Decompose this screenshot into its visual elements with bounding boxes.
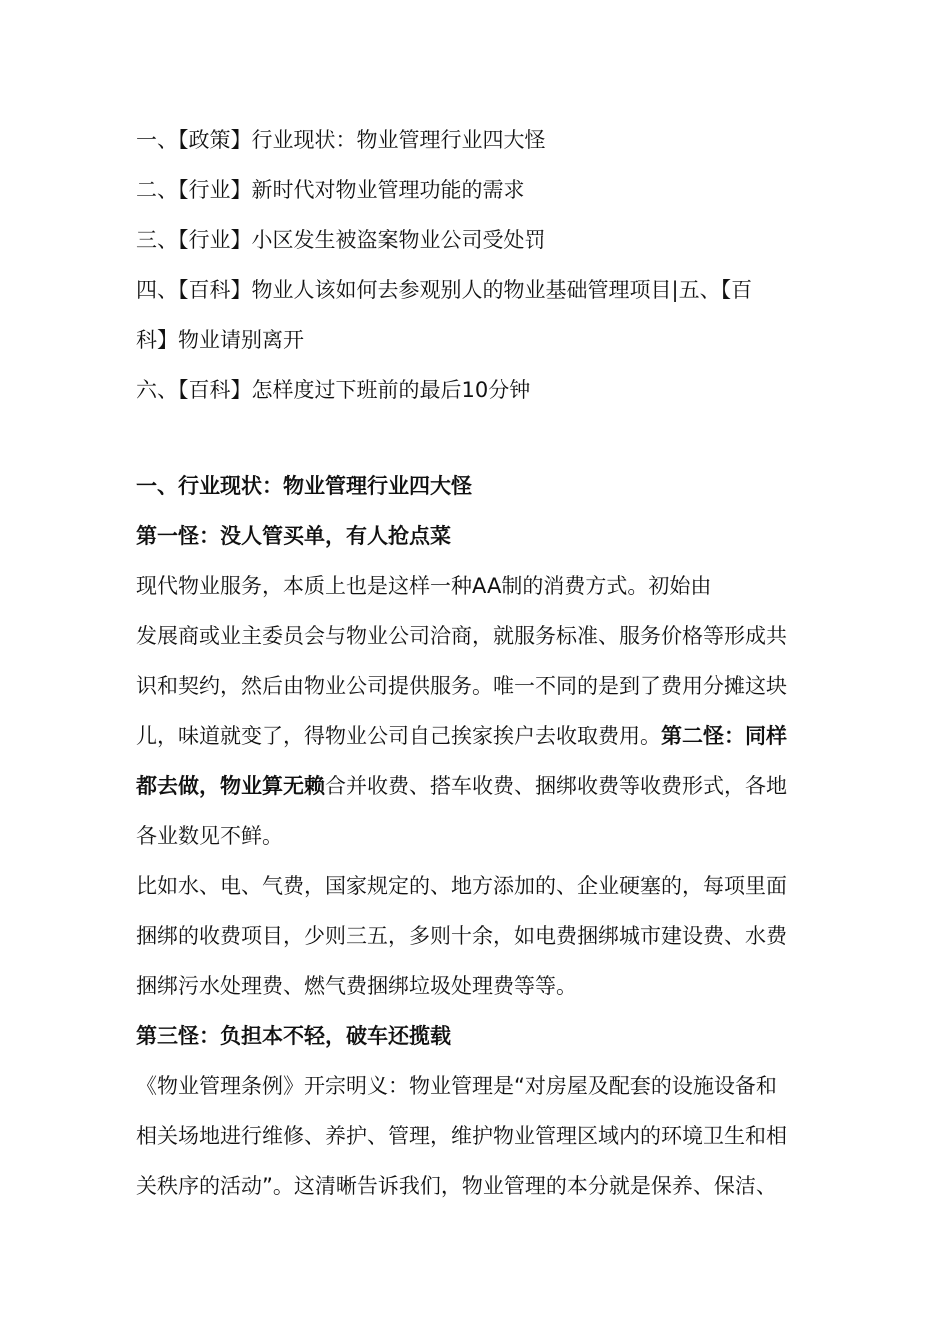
toc-item-continued: 科】物业请别离开: [136, 328, 304, 352]
section-title: 一、行业现状：物业管理行业四大怪: [136, 474, 472, 498]
paragraph-line: 识和契约，然后由物业公司提供服务。唯一不同的是到了费用分摊这块: [136, 674, 787, 698]
document-page: [136, 115, 798, 1211]
subheading-third: 第三怪：负担本不轻，破车还揽载: [136, 1024, 451, 1048]
paragraph-third: [136, 1061, 798, 1211]
subheading-first: 第一怪：没人管买单，有人抢点菜: [136, 524, 451, 548]
paragraph-line: 现代物业服务，本质上也是这样一种AA制的消费方式。初始由: [136, 574, 712, 598]
paragraph-line: [136, 711, 798, 761]
paragraph-line: 发展商或业主委员会与物业公司洽商，就服务标准、服务价格等形成共: [136, 624, 787, 648]
paragraph-line: 各业数见不鲜。: [136, 824, 283, 848]
table-of-contents: [136, 115, 798, 415]
toc-item: 四、【百科】物业人该如何去参观别人的物业基础管理项目|五、【百: [136, 278, 753, 302]
paragraph-line: [136, 761, 798, 811]
paragraph-line: 捆绑污水处理费、燃气费捆绑垃圾处理费等等。: [136, 974, 577, 998]
paragraph-first: [136, 561, 798, 861]
subheading-second-part1: 第二怪：同样: [661, 724, 787, 748]
toc-item: 二、【行业】新时代对物业管理功能的需求: [136, 178, 525, 202]
paragraph-line: 相关场地进行维修、养护、管理，维护物业管理区域内的环境卫生和相: [136, 1124, 787, 1148]
paragraph-text: 儿，味道就变了，得物业公司自己挨家挨户去收取费用。: [136, 724, 661, 748]
toc-item: 三、【行业】小区发生被盗案物业公司受处罚: [136, 228, 546, 252]
paragraph-line: 比如水、电、气费，国家规定的、地方添加的、企业硬塞的，每项里面: [136, 874, 787, 898]
subheading-second-part2: 都去做，物业算无赖: [136, 774, 325, 798]
paragraph-second: [136, 861, 798, 1011]
toc-item: 一、【政策】行业现状：物业管理行业四大怪: [136, 128, 546, 152]
paragraph-line: 捆绑的收费项目，少则三五，多则十余，如电费捆绑城市建设费、水费: [136, 924, 787, 948]
section-spacer: [136, 415, 798, 461]
paragraph-text: 合并收费、搭车收费、捆绑收费等收费形式，各地: [325, 774, 787, 798]
paragraph-line: 《物业管理条例》开宗明义：物业管理是“对房屋及配套的设施设备和: [136, 1074, 777, 1098]
paragraph-line: 关秩序的活动”。这清晰告诉我们，物业管理的本分就是保养、保洁、: [136, 1174, 777, 1198]
toc-item: 六、【百科】怎样度过下班前的最后10分钟: [136, 378, 531, 402]
